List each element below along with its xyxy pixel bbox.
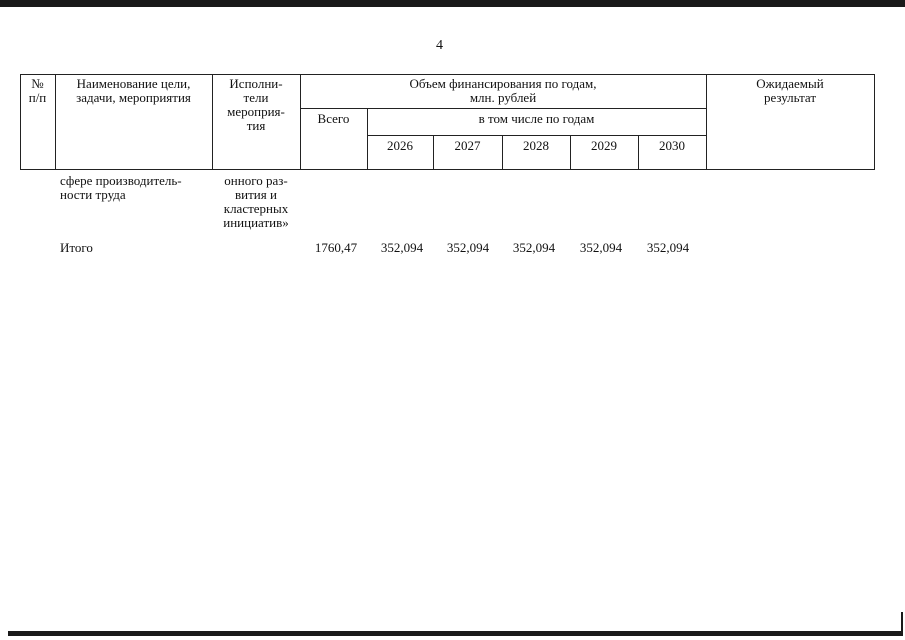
header-number-column: № п/п <box>28 76 47 105</box>
total-year-2028-value: 352,094 <box>512 240 556 255</box>
header-year-2028: 2028 <box>523 138 549 153</box>
total-year-2030-value: 352,094 <box>646 240 690 255</box>
total-year-2026-value: 352,094 <box>380 240 424 255</box>
scan-border-right <box>901 612 903 634</box>
total-value: 1760,47 <box>314 240 358 255</box>
scan-border-top <box>0 0 905 7</box>
header-year-2029: 2029 <box>591 138 617 153</box>
header-including-years: в том числе по годам <box>478 111 595 126</box>
header-total-column: Всего <box>317 111 350 126</box>
page-number: 4 <box>436 38 443 53</box>
header-executor-column: Исполни- тели мероприя- тия <box>227 76 285 133</box>
header-result-column: Ожидаемый результат <box>756 76 824 105</box>
header-name-column: Наименование цели, задачи, мероприятия <box>76 76 191 105</box>
total-year-2029-value: 352,094 <box>579 240 623 255</box>
header-year-2027: 2027 <box>454 138 481 153</box>
header-year-2026: 2026 <box>387 138 413 153</box>
total-row-label: Итого <box>60 240 93 255</box>
row-activity-executor: онного раз- вития и кластерных инициатив» <box>223 173 289 230</box>
header-year-2030: 2030 <box>659 138 685 153</box>
scan-border-bottom <box>8 631 903 636</box>
header-funding-column: Объем финансирования по годам, млн. рублей <box>409 76 597 105</box>
total-year-2027-value: 352,094 <box>446 240 490 255</box>
row-activity-name: сфере производитель- ности труда <box>60 173 182 202</box>
